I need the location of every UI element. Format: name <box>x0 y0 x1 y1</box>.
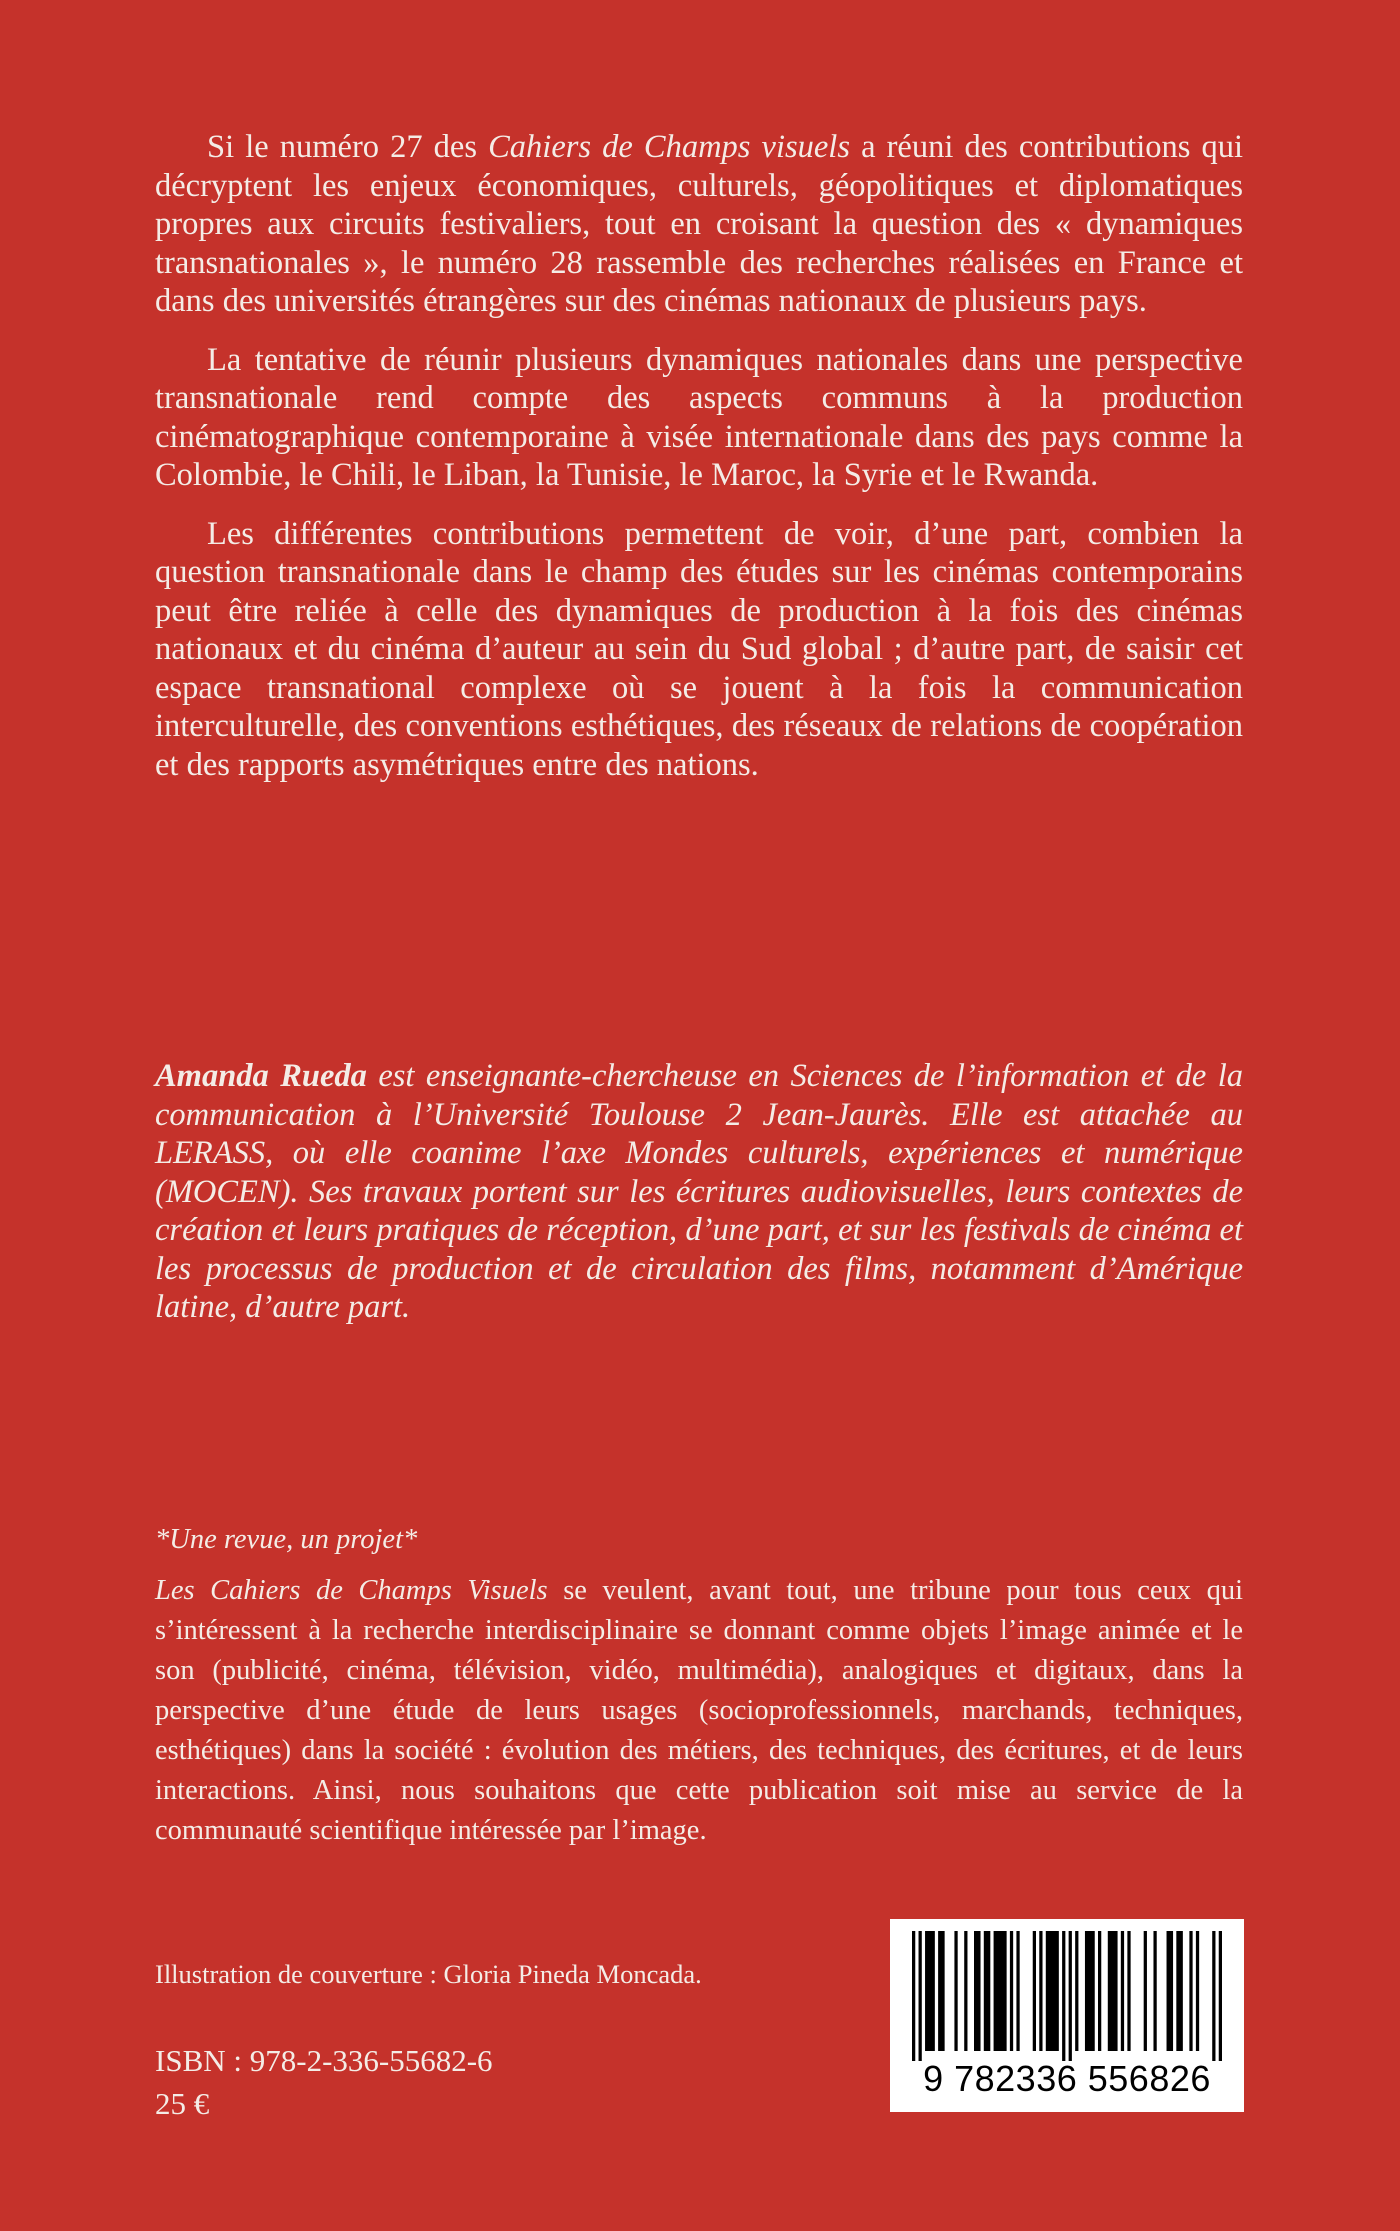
barcode-bar-28 <box>1212 1931 1215 2061</box>
paragraph-1-rest: a réuni des contributions qui décryptent les enjeux économiques, culturels, géopolitiques et diplomatiques propres aux circuits festivaliers, tout en croisant la question des « dynamiques transnationales », le numéro 28 rassemble des recherches réalisées en France et dans des universités étrangères sur des cinémas nationaux de plusieurs pays. <box>155 129 1243 319</box>
barcode-bar-16 <box>1075 1931 1078 2051</box>
barcode-bar-2 <box>925 1931 935 2051</box>
barcode-bar-13 <box>1046 1931 1059 2051</box>
description-text <box>155 128 1243 784</box>
revue-section <box>155 1523 1243 1851</box>
price: 25 € <box>155 2086 210 2121</box>
barcode-bar-18 <box>1098 1931 1101 2051</box>
barcode-bar-14 <box>1062 1931 1065 2061</box>
barcode-bar-12 <box>1039 1931 1042 2051</box>
barcode-bar-26 <box>1189 1931 1192 2051</box>
barcode-bar-19 <box>1108 1931 1118 2051</box>
barcode <box>890 1919 1244 2112</box>
barcode-bar-4 <box>954 1931 957 2051</box>
barcode-bar-3 <box>938 1931 945 2051</box>
barcode-bar-20 <box>1121 1931 1124 2051</box>
revue-heading: *Une revue, un projet* <box>155 1524 418 1555</box>
barcode-bar-1 <box>919 1931 922 2061</box>
barcode-bar-5 <box>964 1931 967 2051</box>
paragraph-1 <box>155 128 1243 321</box>
barcode-bar-22 <box>1144 1931 1147 2051</box>
barcode-bar-15 <box>1069 1931 1072 2061</box>
paragraph-3: Les différentes contributions permettent de voir, d’une part, combien la question transnationale dans le champ des études sur les cinémas contemporains peut être reliée à celle des dynamiques de production à la fois des cinémas nationaux et du cinéma d’auteur au sein du Sud global ; d’autre part, de saisir cet espace transnational complexe où se jouent à la fois la communication interculturelle, des conventions esthétiques, des réseaux de relations de coopération et des rapports asymétriques entre des nations. <box>155 515 1243 783</box>
paragraph-2: La tentative de réunir plusieurs dynamiques nationales dans une perspective transnationale rend compte des aspects communs à la production cinématographique contemporaine à visée internationale dans des pays comme la Colombie, le Chili, le Liban, la Tunisie, le Maroc, la Syrie et le Rwanda. <box>155 341 1243 493</box>
barcode-bar-21 <box>1127 1931 1130 2051</box>
barcode-bar-8 <box>994 1931 1007 2051</box>
barcode-bars <box>912 1931 1222 2061</box>
barcode-bar-11 <box>1033 1931 1036 2051</box>
barcode-bar-7 <box>984 1931 991 2051</box>
journal-title: Cahiers de Champs visuels <box>488 129 850 165</box>
barcode-digits: 9 782336 556826 <box>923 2058 1211 2099</box>
barcode-bar-27 <box>1196 1931 1199 2051</box>
barcode-bar-24 <box>1167 1931 1174 2051</box>
revue-paragraph <box>155 1571 1243 1851</box>
cover-credit: Illustration de couverture : Gloria Pineda Moncada. <box>155 1959 702 1989</box>
paragraph-1-intro: Si le numéro 27 des <box>207 129 489 165</box>
barcode-bar-23 <box>1153 1931 1156 2051</box>
bio-text: est enseignante-chercheuse en Sciences de l’information et de la communication à l’Université Toulouse 2 Jean-Jaurès. Elle est attachée au LERASS, où elle coanime l’axe Mondes culturels, expériences et numérique (MOCEN). Ses travaux portent sur les écritures audiovisuelles, leurs contextes de création et leurs pratiques de réception, d’une part, et sur les festivals de cinéma et les processus de production et de circulation des films, notamment d’Amérique latine, d’autre part. <box>155 1058 1243 1325</box>
barcode-bar-6 <box>974 1931 981 2051</box>
barcode-bar-17 <box>1085 1931 1095 2051</box>
barcode-bar-10 <box>1016 1931 1019 2051</box>
revue-title: Les Cahiers de Champs Visuels <box>155 1575 548 1606</box>
isbn: ISBN : 978-2-336-55682-6 <box>155 2043 493 2078</box>
bio-paragraph <box>155 1057 1243 1327</box>
barcode-bar-9 <box>1010 1931 1013 2051</box>
barcode-bar-29 <box>1219 1931 1222 2061</box>
author-name: Amanda Rueda <box>155 1058 367 1094</box>
barcode-bar-0 <box>912 1931 915 2061</box>
revue-text: se veulent, avant tout, une tribune pour tous ceux qui s’intéressent à la recherche interdisciplinaire se donnant comme objets l’image animée et le son (publicité, cinéma, télévision, vidéo, multimédia), analogiques et digitaux, dans la perspective d’une étude de leurs usages (socioprofessionnels, marchands, techniques, esthétiques) dans la société : évolution des métiers, des techniques, des écritures, et de leurs interactions. Ainsi, nous souhaitons que cette publication soit mise au service de la communauté scientifique intéressée par l’image. <box>155 1575 1243 1846</box>
author-bio <box>155 1057 1243 1327</box>
barcode-bar-25 <box>1176 1931 1183 2051</box>
